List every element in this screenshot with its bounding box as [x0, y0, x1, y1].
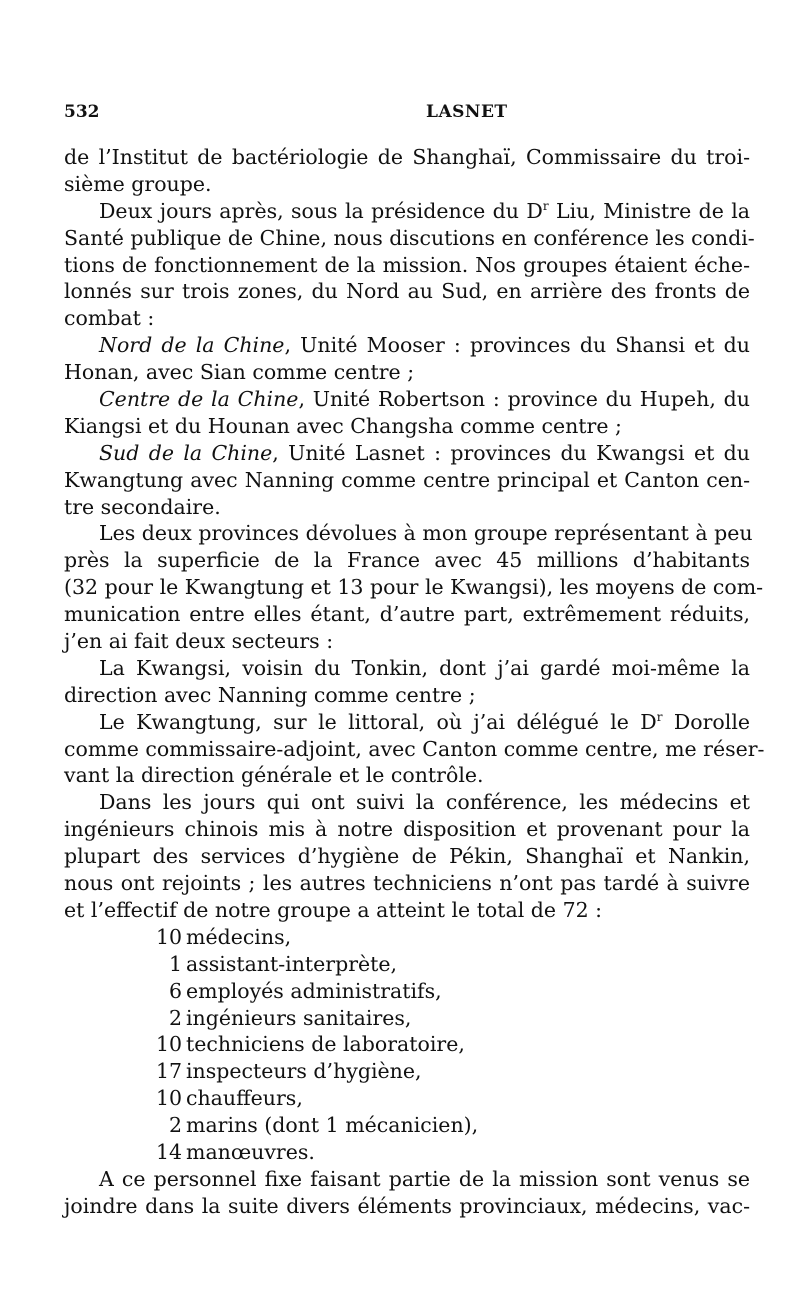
- staff-item: [64, 1005, 750, 1032]
- text-line: La Kwangsi, voisin du Tonkin, dont j’ai gardé moi-même la: [99, 655, 750, 680]
- text-line: ingénieurs chinois mis à notre disposition et provenant pour la: [64, 817, 750, 842]
- staff-count: 14: [156, 1139, 183, 1164]
- zone-line: Sud de la Chine, Unité Lasnet : provinces du Kwangsi et du: [99, 440, 751, 465]
- page-header: [64, 102, 750, 130]
- superscript: r: [656, 709, 663, 724]
- text-line: près la superficie de la France avec 45 millions d’habitants: [64, 548, 750, 573]
- staff-item: [64, 951, 750, 978]
- staff-count: 2: [168, 1005, 182, 1030]
- text-line: Kwangtung avec Nanning comme centre principal et Canton cen-: [64, 467, 750, 492]
- staff-label: ingénieurs sanitaires,: [186, 1005, 412, 1030]
- text-line: nous ont rejoints ; les autres techniciens n’ont pas tardé à suivre: [64, 871, 750, 896]
- staff-label: assistant-interprète,: [186, 951, 398, 976]
- staff-count: 6: [168, 978, 182, 1003]
- text-line: munication entre elles étant, d’autre part, extrêmement réduits,: [64, 602, 750, 627]
- text-line: Deux jours après, sous la présidence du $D^r$ Liu, Ministre de la: [99, 198, 750, 223]
- page-body: [64, 144, 765, 1220]
- text-line: joindre dans la suite divers éléments provinciaux, médecins, vac-: [64, 1193, 750, 1218]
- staff-count: 1: [168, 951, 182, 976]
- text-line: Kiangsi et du Hounan avec Changsha comme centre ;: [64, 413, 622, 438]
- staff-label: médecins,: [186, 924, 292, 949]
- staff-item: [64, 1085, 750, 1112]
- text-line: Santé publique de Chine, nous discutions en conférence les condi-: [64, 225, 755, 250]
- text-line: Dans les jours qui ont suivi la conférence, les médecins et: [99, 790, 750, 815]
- staff-count: 10: [156, 1086, 183, 1111]
- superscript: r: [542, 198, 549, 213]
- staff-label: marins (dont 1 mécanicien),: [186, 1113, 479, 1138]
- text-line: direction avec Nanning comme centre ;: [64, 682, 476, 707]
- zone-line: Nord de la Chine, Unité Mooser : provinces du Shansi et du: [99, 333, 750, 358]
- text-line: tre secondaire.: [64, 494, 221, 519]
- zone-name: Nord de la Chine: [99, 333, 285, 358]
- text-line: vant la direction générale et le contrôle.: [64, 763, 484, 788]
- running-title: LASNET: [426, 102, 508, 122]
- text-line: et l’effectif de notre groupe a atteint le total de 72 :: [64, 897, 603, 922]
- zone-name: Centre de la Chine: [99, 387, 299, 412]
- staff-count: 17: [156, 1059, 183, 1084]
- text-line: Honan, avec Sian comme centre ;: [64, 360, 415, 385]
- staff-label: chauffeurs,: [186, 1086, 303, 1111]
- staff-count: 2: [168, 1113, 182, 1138]
- staff-count: 10: [156, 1032, 183, 1057]
- text-line: (32 pour le Kwangtung et 13 pour le Kwangsi), les moyens de com-: [64, 575, 764, 600]
- zone-line: Centre de la Chine, Unité Robertson : province du Hupeh, du: [99, 387, 750, 412]
- staff-item: [64, 1031, 750, 1058]
- text-line: lonnés sur trois zones, du Nord au Sud, en arrière des fronts de: [64, 279, 750, 304]
- text-line: comme commissaire-adjoint, avec Canton comme centre, me réser-: [64, 736, 765, 761]
- text-line: j’en ai fait deux secteurs :: [64, 629, 334, 654]
- staff-item: [64, 978, 750, 1005]
- text-line: plupart des services d’hygiène de Pékin, Shanghaï et Nankin,: [64, 844, 750, 869]
- zone-name: Sud de la Chine: [99, 440, 273, 465]
- staff-label: techniciens de laboratoire,: [186, 1032, 465, 1057]
- text-line: combat :: [64, 306, 155, 331]
- page-number: 532: [64, 102, 100, 122]
- staff-label: manœuvres.: [186, 1139, 315, 1164]
- staff-item: [64, 924, 750, 951]
- staff-item: [64, 1058, 750, 1085]
- text-line: tions de fonctionnement de la mission. Nos groupes étaient éche-: [64, 252, 750, 277]
- staff-count: 10: [156, 924, 183, 949]
- text-line: Les deux provinces dévolues à mon groupe représentant à peu: [99, 521, 753, 546]
- staff-label: inspecteurs d’hygiène,: [186, 1059, 422, 1084]
- staff-item: [64, 1139, 750, 1166]
- text-line: Le Kwangtung, sur le littoral, où j’ai délégué le $D^r$ Dorolle: [99, 709, 751, 734]
- staff-item: [64, 1112, 750, 1139]
- staff-label: employés administratifs,: [186, 978, 442, 1003]
- text-line: de l’Institut de bactériologie de Shanghaï, Commissaire du troi-: [64, 145, 750, 169]
- text-line: sième groupe.: [64, 171, 212, 196]
- text-line: A ce personnel fixe faisant partie de la mission sont venus se: [99, 1166, 750, 1191]
